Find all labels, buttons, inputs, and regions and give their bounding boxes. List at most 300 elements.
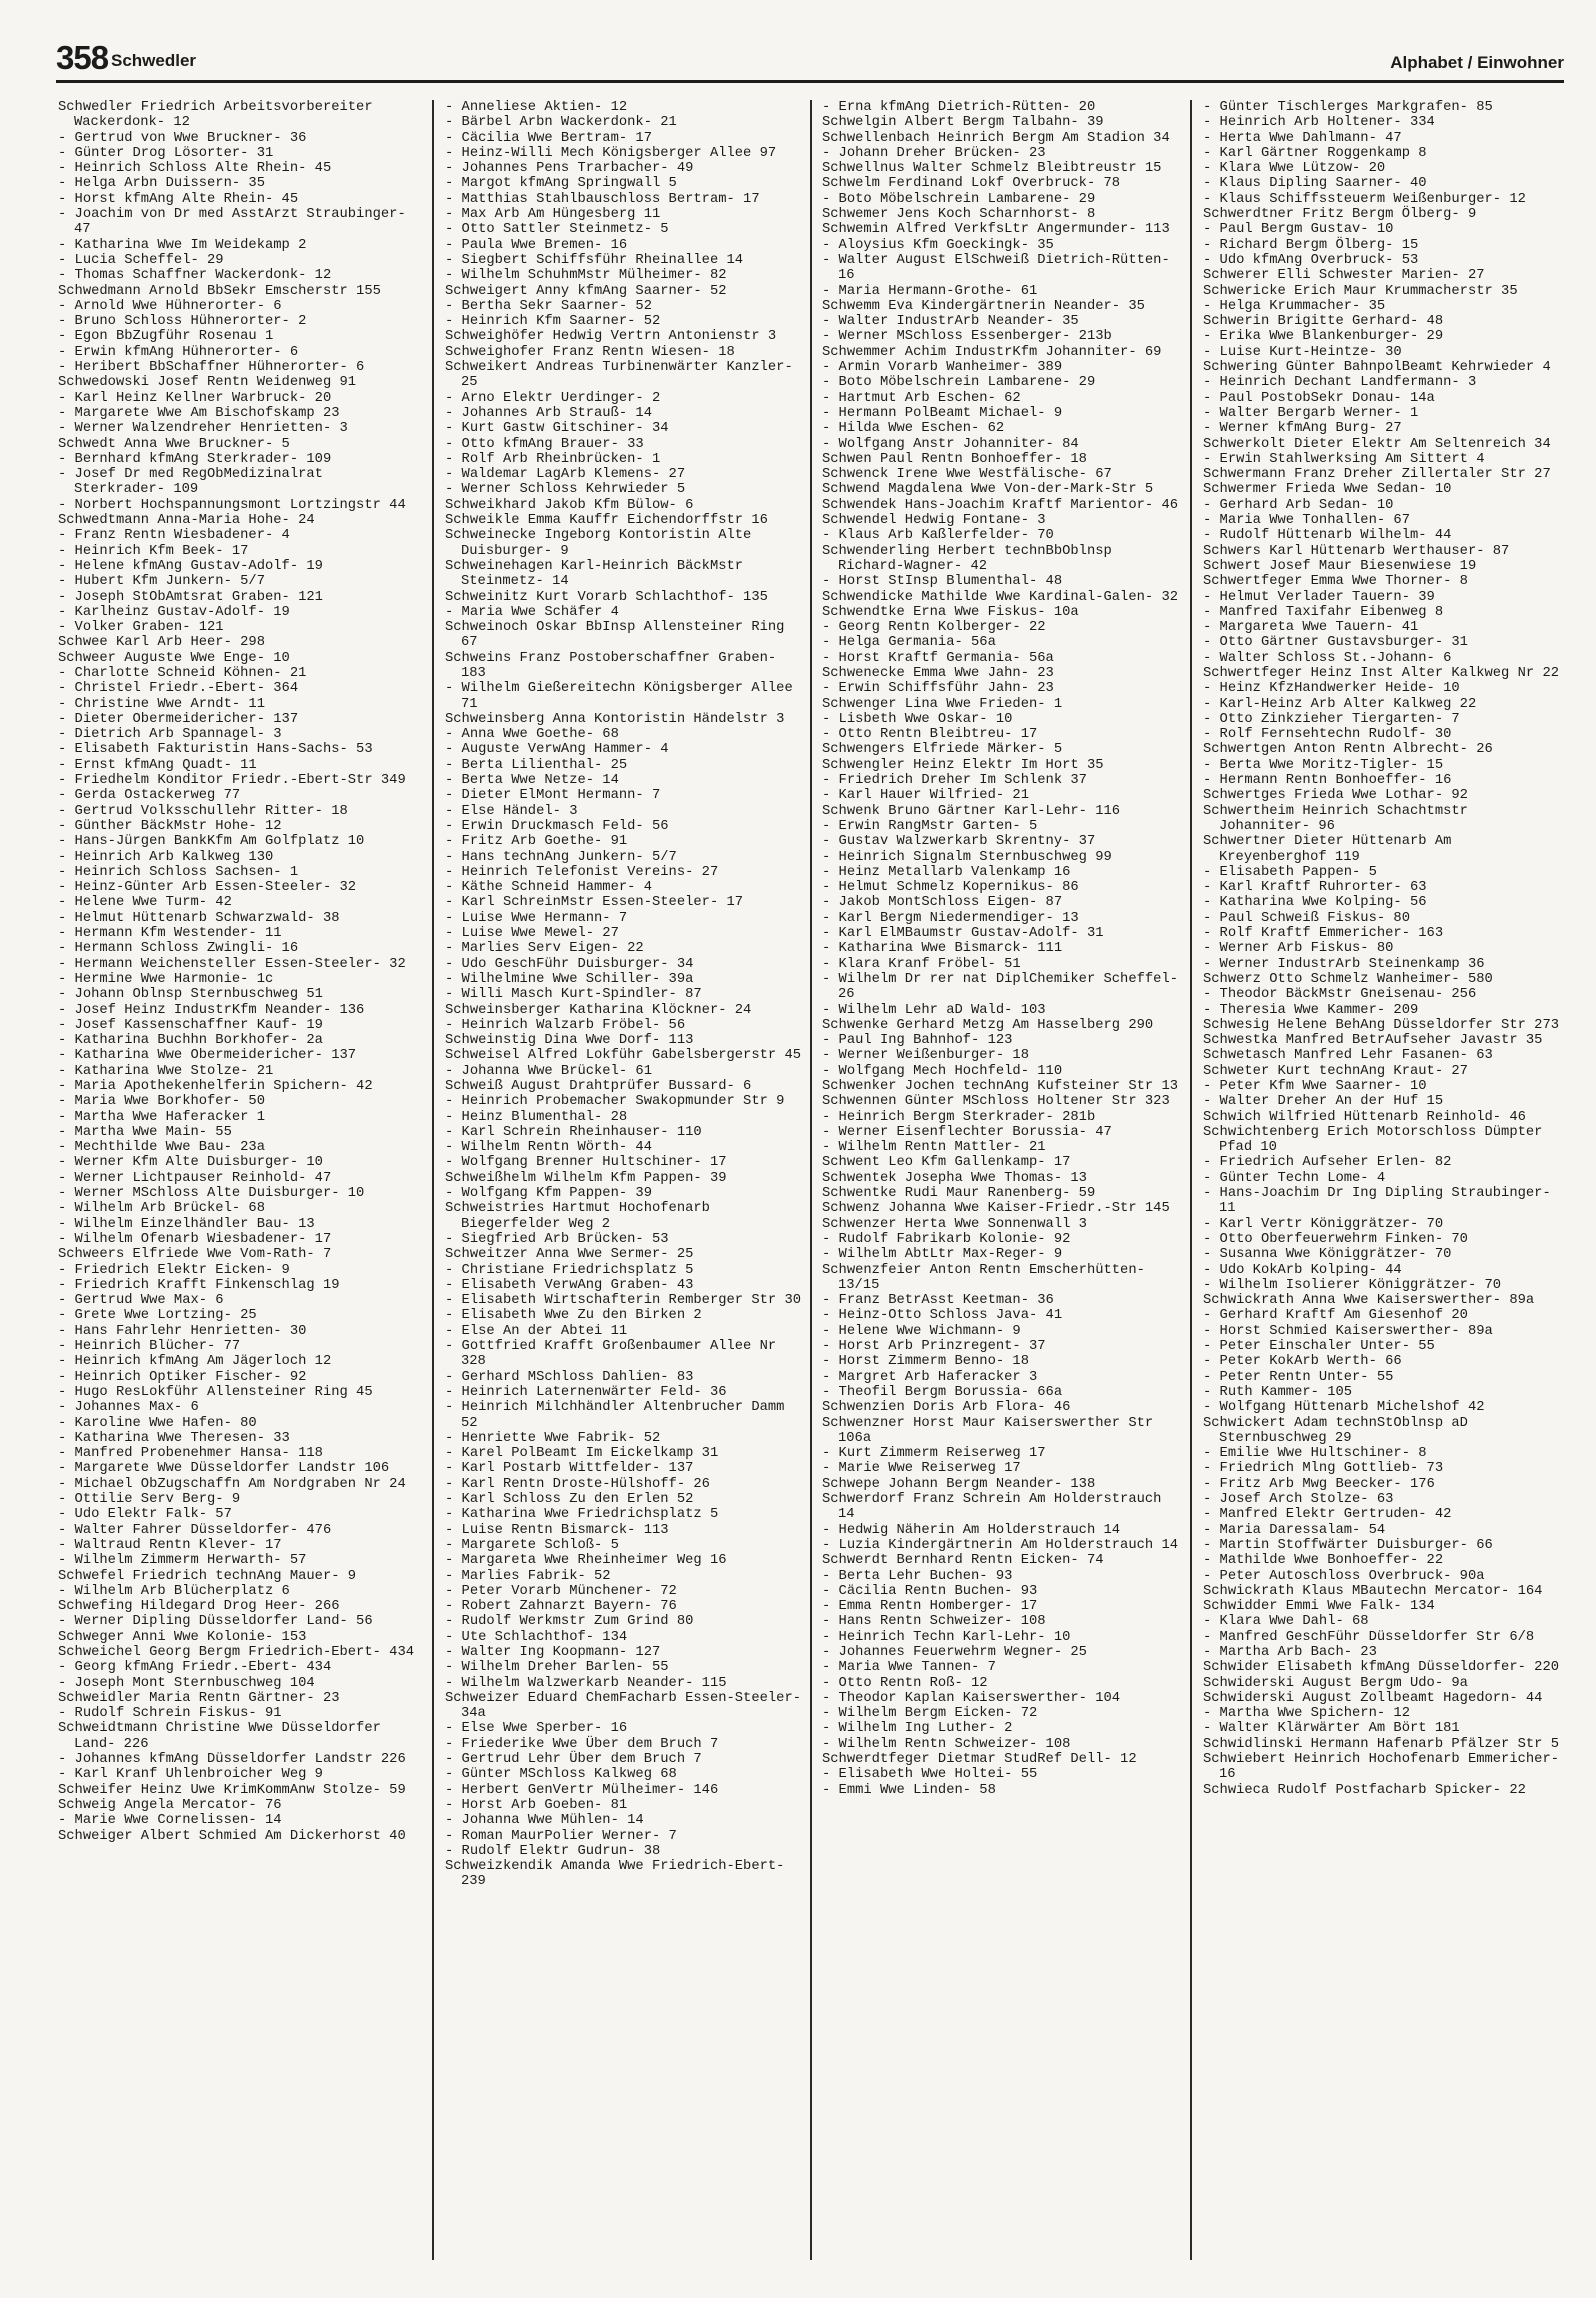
directory-entry: - Heinz-Günter Arb Essen-Steeler- 32 [58, 880, 357, 896]
directory-entry: - Maria Wwe Schäfer 4 [445, 604, 619, 620]
directory-entry: - Klara Wwe Lützow- 20 [1203, 161, 1386, 177]
directory-entry: Schweizer Eduard ChemFacharb Essen-Steeler- 34a [445, 1690, 802, 1722]
directory-entry: - Helga Germania- 56a [822, 635, 996, 651]
directory-entry: - Horst Zimmerm Benno- 18 [822, 1354, 1029, 1370]
directory-entry: - Bruno Schloss Hühnerorter- 2 [58, 314, 307, 330]
directory-entry: Schweistries Hartmut Hochofenarb Biegerfelder Weg 2 [445, 1201, 710, 1232]
directory-entry: - Mathilde Wwe Bonhoeffer- 22 [1203, 1553, 1444, 1569]
directory-entry: - Ute Schlachthof- 134 [445, 1629, 628, 1645]
directory-entry: Schwidder Emmi Wwe Falk- 134 [1203, 1599, 1435, 1615]
directory-entry: - Werner Arb Fiskus- 80 [1203, 941, 1394, 957]
directory-entry: Schweer Auguste Wwe Enge- 10 [58, 650, 290, 666]
directory-entry: - Waldemar LagArb Klemens- 27 [445, 467, 686, 483]
directory-entry: - Günter Techn Lome- 4 [1203, 1170, 1386, 1186]
directory-entry: - Kurt Gastw Gitschiner- 34 [445, 421, 669, 437]
directory-entry: Schweigert Anny kfmAng Saarner- 52 [445, 283, 727, 299]
directory-entry: - Walter Dreher An der Huf 15 [1203, 1094, 1444, 1110]
directory-entry: - Werner Kfm Alte Duisburger- 10 [58, 1155, 323, 1171]
directory-entry: - Walter IndustrArb Neander- 35 [822, 314, 1079, 330]
directory-entry: - Horst Arb Prinzregent- 37 [822, 1339, 1046, 1355]
directory-entry: - Heinrich Schloss Sachsen- 1 [58, 864, 299, 880]
directory-entry: Schwerdorf Franz Schrein Am Holderstrauch 14 [822, 1492, 1162, 1523]
directory-entry: - Marie Wwe Reiserweg 17 [822, 1461, 1021, 1477]
directory-entry: - Volker Graben- 121 [58, 620, 224, 636]
directory-entry: - Katharina Wwe Stolze- 21 [58, 1063, 274, 1079]
directory-entry: Schwenzner Horst Maur Kaiserswerther Str 106a [822, 1415, 1154, 1446]
directory-entry: - Karl Schrein Rheinhauser- 110 [445, 1124, 702, 1140]
directory-entry: Schweinehagen Karl-Heinrich BäckMstr Steinmetz- 14 [445, 558, 744, 590]
directory-entry: - Katharina Wwe Kolping- 56 [1203, 895, 1427, 911]
directory-entry: - Wolfgang Anstr Johanniter- 84 [822, 436, 1079, 452]
directory-entry: - Margareta Wwe Rheinheimer Weg 16 [445, 1553, 727, 1569]
directory-entry: - Günther BäckMstr Hohe- 12 [58, 818, 282, 834]
directory-entry: - Hermann Kfm Westender- 11 [58, 926, 282, 942]
directory-entry: - Berta Lilienthal- 25 [445, 757, 628, 773]
directory-entry: - Norbert Hochspannungsmont Lortzingstr 44 [58, 497, 406, 513]
directory-entry: - Manfred Taxifahr Eibenweg 8 [1203, 604, 1444, 620]
directory-entry: - Walter Schloss St.-Johann- 6 [1203, 650, 1452, 666]
directory-entry: - Heinrich Techn Karl-Lehr- 10 [822, 1629, 1071, 1645]
directory-entry: - Heinrich Arb Kalkweg 130 [58, 849, 274, 865]
directory-entry: - Wilhelm Bergm Eicken- 72 [822, 1706, 1038, 1722]
directory-entry: - Margret Arb Haferacker 3 [822, 1369, 1038, 1385]
directory-entry: Schweitzer Anna Wwe Sermer- 25 [445, 1247, 694, 1263]
directory-entry: Schweikhard Jakob Kfm Bülow- 6 [445, 497, 694, 513]
directory-entry: - Udo KokArb Kolping- 44 [1203, 1262, 1402, 1278]
directory-entry: - Elisabeth Wwe Holtei- 55 [822, 1767, 1038, 1783]
directory-entry: Schwemm Eva Kindergärtnerin Neander- 35 [822, 298, 1145, 314]
column-divider [1190, 100, 1192, 2260]
directory-entry: - Martin Stoffwärter Duisburger- 66 [1203, 1537, 1493, 1553]
directory-entry: Schweins Franz Postoberschaffner Graben- 183 [445, 650, 777, 681]
directory-entry: - Josef Heinz IndustrKfm Neander- 136 [58, 1002, 365, 1018]
directory-entry: - Werner IndustrArb Steinenkamp 36 [1203, 956, 1485, 972]
directory-entry: - Günter Drog Lösorter- 31 [58, 145, 274, 161]
directory-entry: - Friedrich Mlng Gottlieb- 73 [1203, 1461, 1444, 1477]
directory-entry: Schwering Günter BahnpolBeamt Kehrwieder 4 [1203, 360, 1551, 376]
directory-entry: - Wilhelm Zimmerm Herwarth- 57 [58, 1553, 307, 1569]
directory-entry: - Gottfried Krafft Großenbaumer Allee Nr 328 [445, 1339, 777, 1370]
directory-entry: Schwidlinski Hermann Hafenarb Pfälzer Str 5 [1203, 1736, 1560, 1752]
directory-entry: - Udo GeschFühr Duisburger- 34 [445, 956, 694, 972]
directory-entry: - Wolfgang Brenner Hultschiner- 17 [445, 1155, 727, 1171]
directory-entry: - Siegfried Arb Brücken- 53 [445, 1231, 669, 1247]
directory-entry: Schweig Angela Mercator- 76 [58, 1797, 282, 1813]
directory-entry: - Karel PolBeamt Im Eickelkamp 31 [445, 1446, 719, 1462]
directory-entry: Schweidler Maria Rentn Gärtner- 23 [58, 1690, 340, 1706]
directory-entry: - Else Wwe Sperber- 16 [445, 1721, 628, 1737]
directory-entry: - Werner kfmAng Burg- 27 [1203, 421, 1402, 437]
directory-entry: - Peter Einschaler Unter- 55 [1203, 1339, 1435, 1355]
directory-entry: - Horst StInsp Blumenthal- 48 [822, 574, 1063, 590]
directory-entry: - Rudolf Elektr Gudrun- 38 [445, 1843, 661, 1859]
directory-entry: Schwee Karl Arb Heer- 298 [58, 635, 265, 651]
directory-entry: - Hermann PolBeamt Michael- 9 [822, 405, 1063, 421]
directory-entry: - Helga Arbn Duissern- 35 [58, 176, 265, 192]
directory-entry: Schwentek Josepha Wwe Thomas- 13 [822, 1170, 1087, 1186]
directory-entry: - Auguste VerwAng Hammer- 4 [445, 742, 669, 758]
directory-entry: Schweichel Georg Bergm Friedrich-Ebert- 434 [58, 1644, 415, 1660]
directory-entry: Schweisel Alfred Lokführ Gabelsbergerstr 45 [445, 1048, 802, 1064]
directory-entry: - Heinrich Kfm Beek- 17 [58, 543, 249, 559]
directory-entry: - Karl Hauer Wilfried- 21 [822, 788, 1029, 804]
directory-entry: - Walter Bergarb Werner- 1 [1203, 405, 1419, 421]
directory-entry: - Ernst kfmAng Quadt- 11 [58, 757, 257, 773]
directory-entry: - Karl Bergm Niedermendiger- 13 [822, 910, 1079, 926]
directory-entry: Schwengers Elfriede Märker- 5 [822, 742, 1063, 758]
directory-entry: - Werner Schloss Kehrwieder 5 [445, 482, 686, 498]
directory-entry: - Rudolf Hüttenarb Wilhelm- 44 [1203, 528, 1452, 544]
directory-entry: Schwenger Lina Wwe Frieden- 1 [822, 696, 1063, 712]
directory-entry: - Ruth Kammer- 105 [1203, 1384, 1353, 1400]
directory-entry: - Henriette Wwe Fabrik- 52 [445, 1430, 661, 1446]
directory-entry: - Wilhelm Arb Brückel- 68 [58, 1201, 265, 1217]
directory-entry: - Günter Tischlerges Markgrafen- 85 [1203, 100, 1493, 115]
directory-entry: Schwendtke Erna Wwe Fiskus- 10a [822, 604, 1079, 620]
directory-entry: Schwennen Günter MSchloss Holtener Str 323 [822, 1094, 1170, 1110]
directory-entry: - Helmut Verlader Tauern- 39 [1203, 589, 1435, 605]
directory-entry: Schwendel Hedwig Fontane- 3 [822, 513, 1046, 529]
directory-entry: Schwemmer Achim IndustrKfm Johanniter- 69 [822, 344, 1162, 360]
directory-entry: - Lucia Scheffel- 29 [58, 252, 224, 268]
directory-entry: - Elisabeth Fakturistin Hans-Sachs- 53 [58, 742, 373, 758]
directory-column-1 [58, 100, 420, 2260]
directory-entry: - Josef Kassenschaffner Kauf- 19 [58, 1017, 323, 1033]
directory-entry: Schwenke Gerhard Metzg Am Hasselberg 290 [822, 1017, 1154, 1033]
directory-entry: Schwetasch Manfred Lehr Fasanen- 63 [1203, 1048, 1493, 1064]
directory-entry: - Wolfgang Kfm Pappen- 39 [445, 1186, 652, 1202]
directory-entry: - Otto Gärtner Gustavsburger- 31 [1203, 635, 1468, 651]
directory-entry: Schweißhelm Wilhelm Kfm Pappen- 39 [445, 1170, 727, 1186]
directory-entry: - Susanna Wwe Königgrätzer- 70 [1203, 1247, 1452, 1263]
directory-entry: - Werner Walzendreher Henrietten- 3 [58, 421, 348, 437]
directory-entry: - Willi Masch Kurt-Spindler- 87 [445, 987, 702, 1003]
directory-entry: - Johannes Arb Strauß- 14 [445, 405, 652, 421]
directory-entry: - Werner Dipling Düsseldorfer Land- 56 [58, 1614, 373, 1630]
directory-entry: - Joachim von Dr med AsstArzt Straubinger- 47 [58, 207, 406, 238]
directory-entry: - Peter Vorarb Münchener- 72 [445, 1583, 677, 1599]
directory-entry: - Marlies Serv Eigen- 22 [445, 941, 644, 957]
directory-entry: - Werner MSchloss Alte Duisburger- 10 [58, 1186, 365, 1202]
directory-entry: - Johannes Pens Trarbacher- 49 [445, 161, 694, 177]
directory-entry: - Wilhelm Dreher Barlen- 55 [445, 1660, 669, 1676]
page-number: 358 [56, 39, 109, 76]
directory-entry: - Charlotte Schneid Köhnen- 21 [58, 665, 307, 681]
directory-entry: Schwedtmann Anna-Maria Hohe- 24 [58, 513, 315, 529]
directory-entry: - Elisabeth Pappen- 5 [1203, 864, 1377, 880]
directory-entry: Schwend Magdalena Wwe Von-der-Mark-Str 5 [822, 482, 1154, 498]
directory-entry: Schweighofer Franz Rentn Wiesen- 18 [445, 344, 735, 360]
directory-entry: Schwert Josef Maur Biesenwiese 19 [1203, 558, 1477, 574]
directory-entry: - Peter KokArb Werth- 66 [1203, 1354, 1402, 1370]
directory-entry: Schweinecke Ingeborg Kontoristin Alte Duisburger- 9 [445, 528, 752, 559]
directory-entry: - Martha Wwe Spichern- 12 [1203, 1706, 1410, 1722]
directory-entry: - Martha Wwe Haferacker 1 [58, 1109, 265, 1125]
directory-entry: - Heinrich Arb Holtener- 334 [1203, 115, 1435, 131]
directory-entry: - Peter Rentn Unter- 55 [1203, 1369, 1394, 1385]
directory-entry: - Roman MaurPolier Werner- 7 [445, 1828, 677, 1844]
directory-entry: - Maria Apothekenhelferin Spichern- 42 [58, 1079, 373, 1094]
directory-entry: - Boto Möbelschrein Lambarene- 29 [822, 375, 1096, 391]
directory-entry: - Franz BetrAsst Keetman- 36 [822, 1293, 1054, 1309]
directory-entry: Schwericke Erich Maur Krummacherstr 35 [1203, 283, 1518, 299]
directory-entry: - Theodor Kaplan Kaiserswerther- 104 [822, 1690, 1121, 1706]
directory-entry: - Wilhelm Ofenarb Wiesbadener- 17 [58, 1231, 332, 1247]
directory-entry: - Wilhelm Dr rer nat DiplChemiker Scheffel- 26 [822, 971, 1179, 1003]
directory-entry: - Herta Wwe Dahlmann- 47 [1203, 130, 1402, 146]
directory-entry: - Walter August ElSchweiß Dietrich-Rütten- 16 [822, 252, 1170, 284]
directory-entry: Schweinsberger Katharina Klöckner- 24 [445, 1002, 752, 1018]
directory-entry: - Michael ObZugschaffn Am Nordgraben Nr 24 [58, 1476, 406, 1492]
directory-entry: - Wolfgang Hüttenarb Michelshof 42 [1203, 1400, 1485, 1416]
directory-entry: - Wolfgang Mech Hochfeld- 110 [822, 1063, 1063, 1079]
directory-entry: Schwedmann Arnold BbSekr Emscherstr 155 [58, 283, 381, 299]
directory-entry: - Maria Daressalam- 54 [1203, 1522, 1386, 1538]
directory-entry: - Walter Klärwärter Am Bört 181 [1203, 1721, 1460, 1737]
directory-entry: - Gerhard Arb Sedan- 10 [1203, 497, 1394, 513]
directory-entry: Schwichtenberg Erich Motorschloss Dümpter Pfad 10 [1203, 1124, 1543, 1156]
directory-entry: - Heinz-Willi Mech Königsberger Allee 97 [445, 145, 777, 161]
directory-entry: - Wilhelm Rentn Wörth- 44 [445, 1140, 652, 1156]
directory-entry: Schwestka Manfred BetrAufseher Javastr 35 [1203, 1033, 1543, 1049]
directory-entry: Schwickrath Klaus MBautechn Mercator- 164 [1203, 1583, 1543, 1599]
directory-entry: - Mechthilde Wwe Bau- 23a [58, 1140, 265, 1156]
directory-entry: - Klaus Schiffssteuerm Weißenburger- 12 [1203, 191, 1526, 207]
directory-entry: - Karl Rentn Droste-Hülshoff- 26 [445, 1476, 710, 1492]
directory-entry: - Matthias Stahlbauschloss Bertram- 17 [445, 191, 760, 207]
directory-entry: - Günter MSchloss Kalkweg 68 [445, 1767, 677, 1783]
directory-entry: - Emma Rentn Homberger- 17 [822, 1599, 1038, 1615]
directory-entry: - Margarete Schloß- 5 [445, 1537, 619, 1553]
directory-entry: - Katharina Wwe Bismarck- 111 [822, 941, 1063, 957]
directory-entry: Schwerz Otto Schmelz Wanheimer- 580 [1203, 971, 1493, 987]
directory-entry: - Klaus Dipling Saarner- 40 [1203, 176, 1427, 192]
directory-entry: Schweifer Heinz Uwe KrimKommAnw Stolze- 59 [58, 1782, 406, 1798]
directory-entry: - Rolf Kraftf Emmericher- 163 [1203, 926, 1444, 942]
directory-entry: - Erwin Stahlwerksing Am Sittert 4 [1203, 451, 1485, 467]
directory-entry: - Cäcilia Rentn Buchen- 93 [822, 1583, 1038, 1599]
directory-entry: - Karl Postarb Wittfelder- 137 [445, 1461, 694, 1477]
directory-entry: - Erna kfmAng Dietrich-Rütten- 20 [822, 100, 1096, 115]
directory-entry: - Else Händel- 3 [445, 803, 578, 819]
directory-entry: - Klaus Arb Kaßlerfelder- 70 [822, 528, 1054, 544]
directory-entry: Schwerer Elli Schwester Marien- 27 [1203, 268, 1485, 284]
directory-entry: - Joseph StObAmtsrat Graben- 121 [58, 589, 323, 605]
directory-entry: - Hans-Jürgen BankKfm Am Golfplatz 10 [58, 834, 365, 850]
directory-entry: Schwesig Helene BehAng Düsseldorfer Str 273 [1203, 1017, 1560, 1033]
directory-entry: - Heribert BbSchaffner Hühnerorter- 6 [58, 360, 365, 376]
directory-entry: - Gerhard Kraftf Am Giesenhof 20 [1203, 1308, 1468, 1324]
directory-entry: - Dietrich Arb Spannagel- 3 [58, 727, 282, 743]
directory-entry: - Erwin RangMstr Garten- 5 [822, 818, 1038, 834]
directory-entry: - Berta Wwe Netze- 14 [445, 773, 619, 789]
directory-entry: - Rolf Arb Rheinbrücken- 1 [445, 451, 661, 467]
directory-entry: - Anna Wwe Goethe- 68 [445, 727, 619, 743]
directory-entry: Schwendicke Mathilde Wwe Kardinal-Galen- 32 [822, 589, 1179, 605]
directory-entry: - Wilhelm Isolierer Königgrätzer- 70 [1203, 1277, 1502, 1293]
directory-entry: - Helene kfmAng Gustav-Adolf- 19 [58, 558, 323, 574]
directory-entry: - Martha Arb Bach- 23 [1203, 1644, 1377, 1660]
directory-entry: - Margarete Wwe Am Bischofskamp 23 [58, 405, 340, 421]
column-divider [810, 100, 812, 2260]
directory-entry: - Friedrich Dreher Im Schlenk 37 [822, 773, 1087, 789]
directory-entry: - Manfred GeschFühr Düsseldorfer Str 6/8 [1203, 1629, 1535, 1645]
directory-entry: - Marlies Fabrik- 52 [445, 1568, 611, 1584]
page-header [56, 40, 1564, 76]
directory-entry: - Friederike Wwe Über dem Bruch 7 [445, 1736, 719, 1752]
directory-entry: - Maria Wwe Tonhallen- 67 [1203, 513, 1410, 529]
directory-entry: - Horst Schmied Kaiserswerther- 89a [1203, 1323, 1493, 1339]
directory-entry: - Hans-Joachim Dr Ing Dipling Straubinger- 11 [1203, 1186, 1551, 1217]
directory-entry: - Margareta Wwe Tauern- 41 [1203, 620, 1419, 636]
directory-entry: Schwengler Heinz Elektr Im Hort 35 [822, 757, 1104, 773]
directory-entry: - Rudolf Schrein Fiskus- 91 [58, 1706, 282, 1722]
directory-entry: - Georg Rentn Kolberger- 22 [822, 620, 1046, 636]
directory-entry: Schwiderski August Zollbeamt Hagedorn- 44 [1203, 1690, 1543, 1706]
directory-entry: - Katharina Wwe Theresen- 33 [58, 1430, 290, 1446]
directory-entry: - Luise Rentn Bismarck- 113 [445, 1522, 669, 1538]
directory-column-2 [445, 100, 807, 2260]
directory-entry: - Otto Rentn Roß- 12 [822, 1675, 988, 1691]
directory-entry: - Katharina Wwe Obermeidericher- 137 [58, 1048, 357, 1064]
directory-entry: Schweinstig Dina Wwe Dorf- 113 [445, 1033, 694, 1049]
directory-entry: Schwelgin Albert Bergm Talbahn- 39 [822, 115, 1104, 131]
directory-entry: - Heinrich Dechant Landfermann- 3 [1203, 375, 1477, 391]
directory-entry: - Klara Wwe Dahl- 68 [1203, 1614, 1369, 1630]
directory-entry: - Fritz Arb Goethe- 91 [445, 834, 628, 850]
directory-entry: - Richard Bergm Ölberg- 15 [1203, 237, 1419, 253]
directory-column-3 [822, 100, 1184, 2260]
directory-entry: - Heinz Blumenthal- 28 [445, 1109, 628, 1125]
directory-entry: - Erwin kfmAng Hühnerorter- 6 [58, 344, 299, 360]
directory-entry: - Karl Kranf Uhlenbroicher Weg 9 [58, 1767, 323, 1783]
directory-entry: - Joseph Mont Sternbuschweg 104 [58, 1675, 315, 1691]
directory-entry: - Wilhelm AbtLtr Max-Reger- 9 [822, 1247, 1063, 1263]
directory-entry: - Gertrud Lehr Über dem Bruch 7 [445, 1752, 702, 1768]
directory-entry: Schweter Kurt technAng Kraut- 27 [1203, 1063, 1468, 1079]
directory-entry: - Otto Oberfeuerwehrm Finken- 70 [1203, 1231, 1468, 1247]
directory-entry: Schwiderski August Bergm Udo- 9a [1203, 1675, 1468, 1691]
directory-entry: - Heinz KfzHandwerker Heide- 10 [1203, 681, 1460, 697]
directory-entry: Schweger Anni Wwe Kolonie- 153 [58, 1629, 307, 1645]
directory-entry: - Udo kfmAng Overbruck- 53 [1203, 252, 1419, 268]
header-rule [56, 80, 1564, 83]
directory-entry: Schweiß August Drahtprüfer Bussard- 6 [445, 1079, 752, 1094]
directory-entry: - Peter Autoschloss Overbruck- 90a [1203, 1568, 1485, 1584]
directory-entry: - Heinrich Milchhändler Altenbrucher Damm 52 [445, 1400, 785, 1431]
directory-entry: Schwelm Ferdinand Lokf Overbruck- 78 [822, 176, 1121, 192]
directory-entry: - Karl Heinz Kellner Warbruck- 20 [58, 390, 332, 406]
directory-entry: - Elisabeth VerwAng Graben- 43 [445, 1277, 694, 1293]
directory-entry: - Karl Vertr Königgrätzer- 70 [1203, 1216, 1444, 1232]
directory-entry: - Elisabeth Wwe Zu den Birken 2 [445, 1308, 702, 1324]
directory-entry: Schweighöfer Hedwig Vertrn Antonienstr 3 [445, 329, 777, 345]
directory-entry: - Emilie Wwe Hultschiner- 8 [1203, 1446, 1427, 1462]
directory-entry: - Gertrud Volksschullehr Ritter- 18 [58, 803, 348, 819]
directory-entry: - Manfred Elektr Gertruden- 42 [1203, 1507, 1452, 1523]
directory-entry: Schwenzfeier Anton Rentn Emscherhütten- 13/15 [822, 1262, 1145, 1293]
directory-entry: - Werner Weißenburger- 18 [822, 1048, 1029, 1064]
directory-entry: Schwenzien Doris Arb Flora- 46 [822, 1400, 1071, 1416]
directory-entry: - Horst Arb Goeben- 81 [445, 1797, 628, 1813]
directory-entry: - Wilhelm Walzwerkarb Neander- 115 [445, 1675, 727, 1691]
directory-entry: - Aloysius Kfm Goeckingk- 35 [822, 237, 1054, 253]
directory-entry: - Otto Sattler Steinmetz- 5 [445, 222, 669, 238]
directory-entry: - Friedrich Aufseher Erlen- 82 [1203, 1155, 1452, 1171]
directory-entry: Schwertfeger Emma Wwe Thorner- 8 [1203, 574, 1468, 590]
directory-entry: Schwertgen Anton Rentn Albrecht- 26 [1203, 742, 1493, 758]
directory-entry: - Hubert Kfm Junkern- 5/7 [58, 574, 265, 590]
directory-entry: Schwellnus Walter Schmelz Bleibtreustr 15 [822, 161, 1162, 177]
directory-entry: - Helmut Hüttenarb Schwarzwald- 38 [58, 910, 340, 926]
directory-entry: Schweiger Albert Schmied Am Dickerhorst 40 [58, 1828, 406, 1844]
directory-entry: - Helene Wwe Turm- 42 [58, 895, 232, 911]
directory-entry: - Karl Schloss Zu den Erlen 52 [445, 1492, 694, 1508]
directory-entry: - Karl-Heinz Arb Alter Kalkweg 22 [1203, 696, 1477, 712]
directory-entry: Schwenk Bruno Gärtner Karl-Lehr- 116 [822, 803, 1121, 819]
directory-entry: - Heinz-Otto Schloss Java- 41 [822, 1308, 1063, 1324]
directory-entry: - Franz Rentn Wiesbadener- 4 [58, 528, 290, 544]
directory-entry: - Heinrich Telefonist Vereins- 27 [445, 864, 719, 880]
directory-entry: - Heinrich Schloss Alte Rhein- 45 [58, 161, 332, 177]
running-head: Schwedler [111, 51, 197, 70]
directory-entry: - Hilda Wwe Eschen- 62 [822, 421, 1005, 437]
directory-entry: - Luise Wwe Hermann- 7 [445, 910, 628, 926]
directory-entry: - Käthe Schneid Hammer- 4 [445, 880, 652, 896]
directory-entry: Schwentke Rudi Maur Ranenberg- 59 [822, 1186, 1096, 1202]
directory-entry: Schweinoch Oskar BbInsp Allensteiner Ring 67 [445, 620, 785, 651]
directory-entry: - Josef Arch Stolze- 63 [1203, 1492, 1394, 1508]
directory-entry: Schwickrath Anna Wwe Kaiserswerther- 89a [1203, 1293, 1535, 1309]
directory-entry: - Gerhard MSchloss Dahlien- 83 [445, 1369, 694, 1385]
directory-entry: - Walter Ing Koopmann- 127 [445, 1644, 661, 1660]
directory-entry: - Boto Möbelschrein Lambarene- 29 [822, 191, 1096, 207]
directory-entry: Schweers Elfriede Wwe Vom-Rath- 7 [58, 1247, 332, 1263]
directory-entry: Schwertner Dieter Hüttenarb Am Kreyenberghof 119 [1203, 834, 1452, 865]
directory-entry: - Gertrud Wwe Max- 6 [58, 1293, 224, 1309]
directory-entry: - Peter Kfm Wwe Saarner- 10 [1203, 1079, 1427, 1094]
directory-entry: - Paula Wwe Bremen- 16 [445, 237, 628, 253]
directory-entry: Schwenecke Emma Wwe Jahn- 23 [822, 665, 1054, 681]
directory-entry: - Karlheinz Gustav-Adolf- 19 [58, 604, 290, 620]
directory-entry: Schwermer Frieda Wwe Sedan- 10 [1203, 482, 1452, 498]
directory-entry: - Erwin Druckmasch Feld- 56 [445, 818, 669, 834]
directory-entry: - Helene Wwe Wichmann- 9 [822, 1323, 1021, 1339]
directory-entry: - Robert Zahnarzt Bayern- 76 [445, 1599, 677, 1615]
directory-entry: - Ottilie Serv Berg- 9 [58, 1492, 241, 1508]
directory-column-4 [1203, 100, 1565, 2260]
directory-entry: Schwerin Brigitte Gerhard- 48 [1203, 314, 1444, 330]
directory-entry: - Cäcilia Wwe Bertram- 17 [445, 130, 652, 146]
directory-entry: - Helga Krummacher- 35 [1203, 298, 1386, 314]
directory-entry: - Hermine Wwe Harmonie- 1c [58, 971, 274, 987]
directory-entry: - Karl SchreinMstr Essen-Steeler- 17 [445, 895, 744, 911]
directory-entry: Schwedt Anna Wwe Bruckner- 5 [58, 436, 290, 452]
directory-entry: - Rudolf Fabrikarb Kolonie- 92 [822, 1231, 1071, 1247]
directory-entry: - Christel Friedr.-Ebert- 364 [58, 681, 299, 697]
directory-entry: - Wilhelm SchuhmMstr Mülheimer- 82 [445, 268, 727, 284]
directory-entry: - Elisabeth Wirtschafterin Remberger Str 30 [445, 1293, 802, 1309]
directory-entry: - Friedrich Krafft Finkenschlag 19 [58, 1277, 340, 1293]
directory-entry: - Heinrich Bergm Sterkrader- 281b [822, 1109, 1096, 1125]
directory-entry: Schwickert Adam technStOblnsp aD Sternbuschweg 29 [1203, 1415, 1468, 1446]
directory-entry: - Katharina Buchhn Borkhofer- 2a [58, 1033, 323, 1049]
directory-entry: - Dieter Obermeidericher- 137 [58, 711, 299, 727]
directory-entry: - Hartmut Arb Eschen- 62 [822, 390, 1021, 406]
directory-entry: - Udo Elektr Falk- 57 [58, 1507, 232, 1523]
directory-entry: Schwenzer Herta Wwe Sonnenwall 3 [822, 1216, 1087, 1232]
directory-entry: - Otto kfmAng Brauer- 33 [445, 436, 644, 452]
